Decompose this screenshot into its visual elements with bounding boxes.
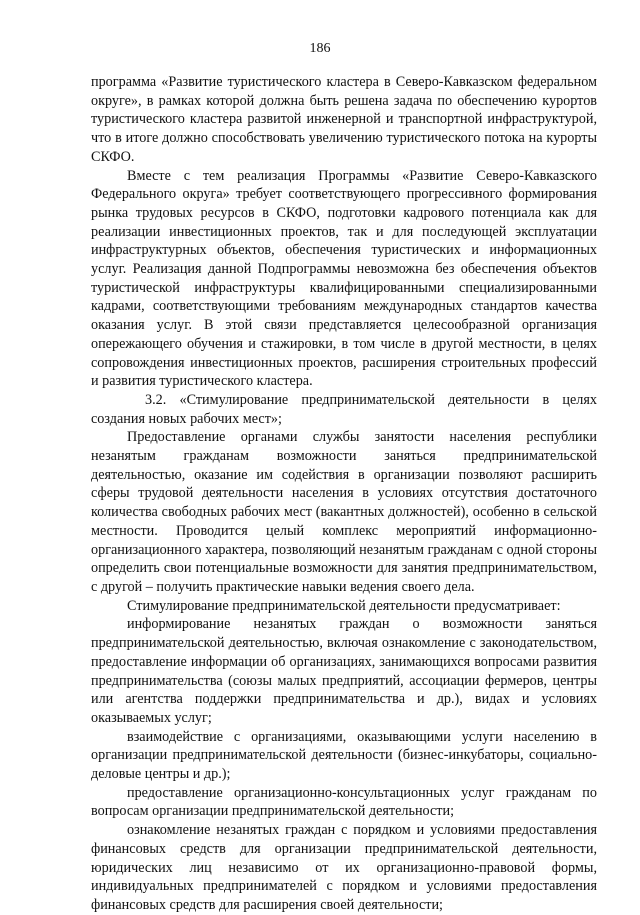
- section-heading-3-2: 3.2. «Стимулирование предпринимательской деятельности в целях создания новых рабочих мест»;: [91, 391, 597, 427]
- document-body: [91, 73, 597, 915]
- paragraph-tourism-cluster-program: программа «Развитие туристического кластера в Северо-Кавказском федеральном округе», в рамках которой должна быть решена задача по обеспечению курортов туристического кластера развитой инженерной и транспортной инфраструктурой, что в итоге должно способствовать увеличению туристического потока на курорты СКФО.: [91, 74, 597, 165]
- paragraph-stimulation-intro: Стимулирование предпринимательской деятельности предусматривает:: [127, 597, 561, 614]
- list-item-consulting: предоставление организационно-консультационных услуг гражданам по вопросам организации предпринимательской деятельности;: [91, 784, 597, 820]
- page-number: 186: [309, 41, 331, 56]
- list-item-interaction: взаимодействие с организациями, оказывающими услуги населению в организации предпринимательской деятельности (бизнес-инкубаторы, социально-деловые центры и др.);: [91, 728, 597, 783]
- list-item-financing: ознакомление незанятых граждан с порядком и условиями предоставления финансовых средств для организации предпринимательской деятельности, юридических лиц независимо от их организационно-правовой формы, индивидуальных предпринимателей с порядком и условиями предоставления финансовых средств для расширения своей деятельности;: [91, 822, 597, 913]
- list-item-informing: информирование незанятых граждан о возможности заняться предпринимательской деятельностью, включая ознакомление с законодательством, предоставление информации об организациях, занимающихся вопросами развития предпринимательства (союзы малых предприятий, ассоциации фермеров, центры или агентства поддержки предпринимательства и др.), видах и условиях оказываемых услуг;: [91, 616, 597, 726]
- paragraph-labor-resources: Вместе с тем реализация Программы «Развитие Северо-Кавказского Федерального округа» требует соответствующего прогрессивного формирования рынка трудовых ресурсов в СКФО, подготовки кадрового потенциала как для реализации инвестиционных проектов, так и для последующей эксплуатации инфраструктурных объектов, обеспечения туристических и информационных услуг. Реализация данной Подпрограммы невозможна без обеспечения объектов туристической инфраструктуры квалифицированными специализированными кадрами, соответствующими требованиям международных стандартов качества оказания услуг. В этой связи представляется целесообразной организация опережающего обучения и стажировки, в том числе в другой местности, в целях сопровождения инвестиционных проектов, расширения строительных профессий и развития туристического кластера.: [91, 167, 597, 390]
- paragraph-employment-service: Предоставление органами службы занятости населения республики незанятым гражданам возможности заняться предпринимательской деятельностью, оказание им содействия в организации позволяют расширить сферы трудовой деятельности населения в условиях отсутствия достаточного количества свободных рабочих мест (вакантных должностей), особенно в сельской местности. Проводится целый комплекс мероприятий информационно-организационного характера, позволяющий незанятым гражданам с одной стороны определить свои потенциальные возможности для занятия предпринимательством, с другой – получить практические навыки ведения своего дела.: [91, 429, 597, 595]
